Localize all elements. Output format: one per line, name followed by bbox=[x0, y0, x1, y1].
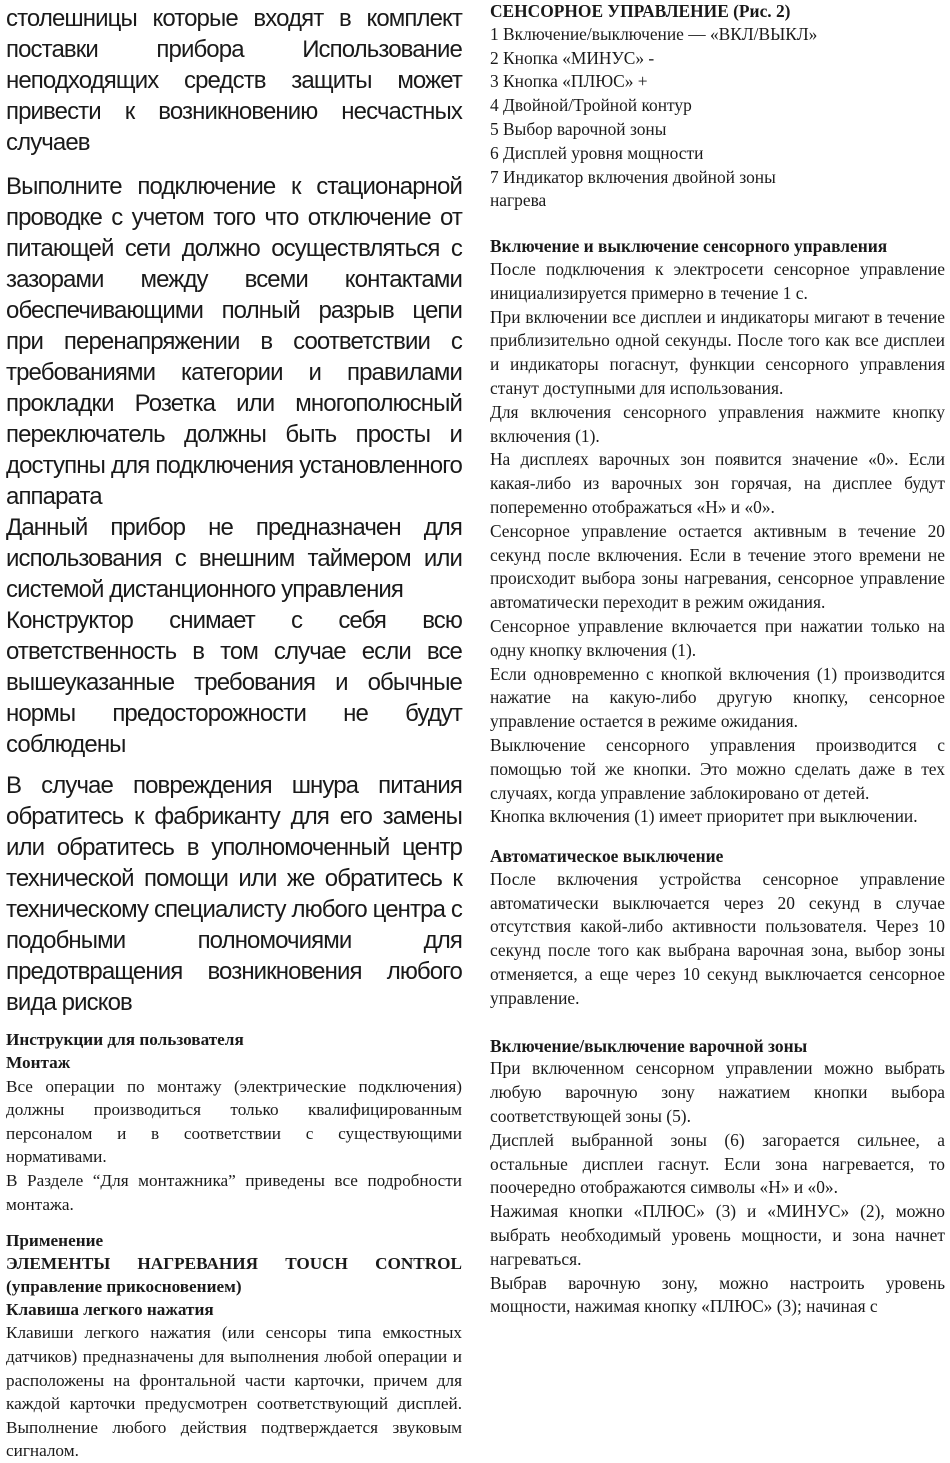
warning-paragraph-5: В случае повреждения шнура питания обратитесь к фабриканту для его замены или обратитесь в уполномоченный центр технической помощи или же обратитесь к техническому специалисту любого центра с подобными полномочиями для предотвращения возникновения любого вида рисков bbox=[6, 772, 462, 1016]
left-column bbox=[6, 0, 462, 1463]
warning-paragraph-4: Конструктор снимает с себя всю ответственность в том случае если все вышеуказанные требования и обычные нормы предосторожности не будут соблюдены bbox=[6, 607, 462, 758]
zone-paragraph-3: Нажимая кнопки «ПЛЮС» (3) и «МИНУС» (2), можно выбрать необходимый уровень мощности, и зона начнет нагреваться. bbox=[490, 1201, 945, 1269]
mounting-text: Все операции по монтажу (электрические подключения) должны производиться только квалифицированным персоналом и в соответствии с существующими нормативами. bbox=[6, 1076, 462, 1167]
warning-paragraph-1: столешницы которые входят в комплект поставки прибора Использование неподходящих средств защиты может привести к возникновению несчастных случаев bbox=[6, 5, 462, 156]
list-item: 7 Индикатор включения двойной зоны нагрева bbox=[490, 166, 776, 211]
light-press-keys-heading: Клавиша легкого нажатия bbox=[6, 1299, 214, 1319]
onoff-paragraph-2: При включении все дисплеи и индикаторы мигают в течение приблизительно одной секунды. После того как все дисплеи и индикаторы погаснут, функции сенсорного управления станут доступными для использования. bbox=[490, 306, 945, 398]
list-item: 1 Включение/выключение — «ВКЛ/ВЫКЛ» bbox=[490, 23, 818, 44]
zone-paragraph-2: Дисплей выбранной зоны (6) загорается сильнее, а остальные дисплеи гаснут. Если зона нагревается, то поочередно отображаются символы «H» и «0». bbox=[490, 1129, 945, 1198]
list-item: 3 Кнопка «ПЛЮС» + bbox=[490, 71, 648, 92]
touch-control-heading: ЭЛЕМЕНТЫ НАГРЕВАНИЯ TOUCH CONTROL (управление прикосновением) bbox=[6, 1253, 462, 1296]
zone-onoff-heading: Включение/выключение варочной зоны bbox=[490, 1035, 808, 1056]
onoff-paragraph-6: Сенсорное управление включается при нажатии только на одну кнопку включения (1). bbox=[490, 615, 945, 660]
light-press-keys-text: Клавиши легкого нажатия (или сенсоры типа емкостных датчиков) предназначены для выполнения любой операции и расположены на фронтальной части карточки, причем для каждой карточки предусмотрен соответствующий дисплей. Выполнение любого действия подтверждается звуковым сигналом. bbox=[6, 1323, 462, 1461]
mounting-heading: Монтаж bbox=[6, 1052, 71, 1072]
zone-paragraph-4: Выбрав варочную зону, можно настроить уровень мощности, нажимая кнопку «ПЛЮС» (3); начиная с bbox=[490, 1272, 945, 1317]
warning-paragraph-3: Данный прибор не предназначен для использования с внешним таймером или системой дистанционного управления bbox=[6, 514, 462, 603]
installer-note: В Разделе “Для монтажника” приведены все подробности монтажа. bbox=[6, 1170, 462, 1214]
usage-heading: Применение bbox=[6, 1231, 104, 1251]
auto-off-heading: Автоматическое выключение bbox=[490, 846, 724, 867]
list-item: 6 Дисплей уровня мощности bbox=[490, 142, 704, 163]
onoff-paragraph-7: Если одновременно с кнопкой включения (1) производится нажатие на какую-либо другую кнопку, сенсорное управление остается в режиме ожидания. bbox=[490, 663, 945, 732]
onoff-sensor-heading: Включение и выключение сенсорного управления bbox=[490, 236, 888, 257]
zone-paragraph-1: При включенном сенсорном управлении можно выбрать любую варочную зону нажатием кнопки выбора соответствующей зоны (5). bbox=[490, 1058, 945, 1127]
sensor-control-list bbox=[490, 23, 820, 213]
list-item: 4 Двойной/Тройной контур bbox=[490, 95, 692, 116]
onoff-paragraph-5: Сенсорное управление остается активным в течение 20 секунд после включения. Если в течение этого времени не происходит выбора зоны нагревания, сенсорное управление автоматически переходит в режим ожидания. bbox=[490, 520, 945, 613]
onoff-paragraph-3: Для включения сенсорного управления нажмите кнопку включения (1). bbox=[490, 401, 945, 446]
list-item: 5 Выбор варочной зоны bbox=[490, 118, 667, 139]
sensor-control-heading: СЕНСОРНОЕ УПРАВЛЕНИЕ (Рис. 2) bbox=[490, 1, 791, 21]
onoff-paragraph-9: Кнопка включения (1) имеет приоритет при выключении. bbox=[490, 806, 918, 827]
list-item: 2 Кнопка «МИНУС» - bbox=[490, 47, 655, 68]
right-column bbox=[490, 0, 945, 1319]
onoff-paragraph-8: Выключение сенсорного управления производится с помощью той же кнопки. Это можно сделать даже в тех случаях, когда управление заблокировано от детей. bbox=[490, 734, 945, 803]
auto-off-text: После включения устройства сенсорное управление автоматически выключается через 20 секунд в случае отсутствия какой-либо активности пользователя. Через 10 секунд после того как выбрана варочная зона, выбор зоны отменяется, а еще через 10 секунд выключается сенсорное управление. bbox=[490, 868, 945, 1008]
warning-paragraph-2: Выполните подключение к стационарной проводке с учетом того что отключение от питающей сети должно осуществляться с зазорами между всеми контактами обеспечивающими полный разрыв цепи при перенапряжении в соответствии с требованиями категории и правилами прокладки Розетка или многополюсный переключатель должны быть просты и доступны для подключения установленного аппарата bbox=[6, 173, 462, 510]
onoff-paragraph-1: После подключения к электросети сенсорное управление инициализируется примерно в течение 1 с. bbox=[490, 258, 945, 303]
onoff-paragraph-4: На дисплеях варочных зон появится значение «0». Если какая-либо из варочных зон горячая, на дисплее будут попеременно отображаться «H» и «0». bbox=[490, 449, 945, 517]
user-instructions-heading: Инструкции для пользователя bbox=[6, 1030, 244, 1049]
